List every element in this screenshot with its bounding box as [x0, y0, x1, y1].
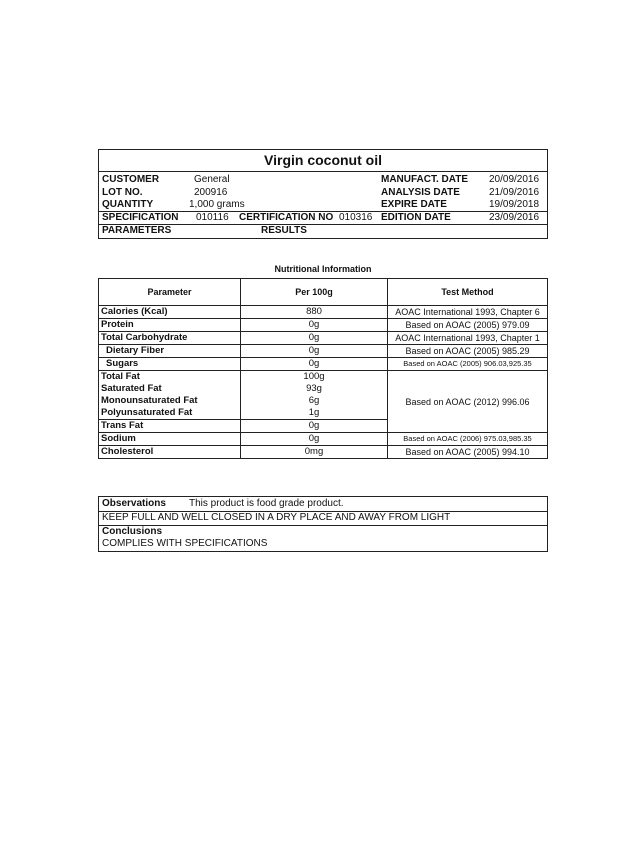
row-value: 0g: [241, 319, 388, 332]
table-row: [99, 446, 548, 459]
analysis-date-label: ANALYSIS DATE: [381, 187, 460, 198]
row-param: Total Fat: [99, 371, 241, 384]
table-row: [99, 332, 548, 345]
row-value: 0g: [241, 345, 388, 358]
observations-box: [98, 496, 548, 552]
specification-value: 010116: [196, 212, 229, 223]
conclusions-divider: [99, 525, 547, 526]
table-row: [99, 306, 548, 319]
row-value: 880: [241, 306, 388, 319]
row-param: Sugars: [99, 358, 241, 371]
fat-method: Based on AOAC (2012) 996.06: [388, 371, 548, 433]
table-row: [99, 319, 548, 332]
lot-label: LOT NO.: [102, 187, 143, 198]
row-value: 0mg: [241, 446, 388, 459]
row-param: Saturated Fat: [99, 383, 241, 395]
nutrition-title: Nutritional Information: [274, 264, 372, 274]
observations-text: This product is food grade product.: [189, 498, 344, 509]
specification-label: SPECIFICATION: [102, 212, 179, 223]
row-param: Calories (Kcal): [99, 306, 241, 319]
row-param: Trans Fat: [99, 420, 241, 433]
edition-date-value: 23/09/2016: [489, 212, 540, 223]
table-row: [99, 345, 548, 358]
conclusions-label: Conclusions: [102, 526, 163, 537]
col-test-method: Test Method: [388, 279, 548, 306]
row-param: Monounsaturated Fat: [99, 395, 241, 407]
row-value: 100g: [241, 371, 388, 384]
row-method: AOAC International 1993, Chapter 1: [388, 332, 548, 345]
certification-label: CERTIFICATION NO: [239, 212, 334, 223]
row-value: 0g: [241, 332, 388, 345]
col-per100g: Per 100g: [241, 279, 388, 306]
row-method: Based on AOAC (2005) 994.10: [388, 446, 548, 459]
row-param: Cholesterol: [99, 446, 241, 459]
product-header-box: [98, 149, 548, 239]
customer-label: CUSTOMER: [102, 174, 160, 185]
certification-value: 010316: [339, 212, 373, 223]
lot-value: 200916: [194, 187, 228, 198]
row-value: 0g: [241, 433, 388, 446]
table-row: [99, 371, 548, 384]
row-value: 6g: [241, 395, 388, 407]
manufact-date-label: MANUFACT. DATE: [381, 174, 469, 185]
row-param: Total Carbohydrate: [99, 332, 241, 345]
conclusions-text: COMPLIES WITH SPECIFICATIONS: [102, 538, 268, 549]
manufact-date-value: 20/09/2016: [489, 174, 540, 185]
row-method: AOAC International 1993, Chapter 6: [388, 306, 548, 319]
row-param: Sodium: [99, 433, 241, 446]
expire-date-label: EXPIRE DATE: [381, 199, 447, 210]
row-value: 0g: [241, 358, 388, 371]
nutrition-header-row: [99, 279, 548, 306]
results-label: RESULTS: [261, 225, 307, 236]
row-param: Protein: [99, 319, 241, 332]
edition-date-label: EDITION DATE: [381, 212, 451, 223]
table-row: [99, 433, 548, 446]
col-parameter: Parameter: [99, 279, 241, 306]
row-method: Based on AOAC (2005) 985.29: [388, 345, 548, 358]
row-method: Based on AOAC (2005) 906.03,925.35: [388, 358, 548, 371]
table-row: [99, 358, 548, 371]
quantity-label: QUANTITY: [102, 199, 154, 210]
quantity-value: 1,000 grams: [189, 199, 245, 210]
row-value: 1g: [241, 407, 388, 420]
row-value: 93g: [241, 383, 388, 395]
storage-instructions: KEEP FULL AND WELL CLOSED IN A DRY PLACE AND AWAY FROM LIGHT: [102, 512, 451, 523]
expire-date-value: 19/09/2018: [489, 199, 540, 210]
product-title: Virgin coconut oil: [99, 150, 547, 172]
row-param: Polyunsaturated Fat: [99, 407, 241, 420]
observations-label: Observations: [102, 498, 166, 509]
row-method: Based on AOAC (2005) 979.09: [388, 319, 548, 332]
analysis-date-value: 21/09/2016: [489, 187, 540, 198]
parameters-label: PARAMETERS: [102, 225, 172, 236]
row-value: 0g: [241, 420, 388, 433]
row-method: Based on AOAC (2006) 975.03,985.35: [388, 433, 548, 446]
nutrition-table: [98, 278, 548, 459]
row-param: Dietary Fiber: [99, 345, 241, 358]
customer-value: General: [194, 174, 230, 185]
